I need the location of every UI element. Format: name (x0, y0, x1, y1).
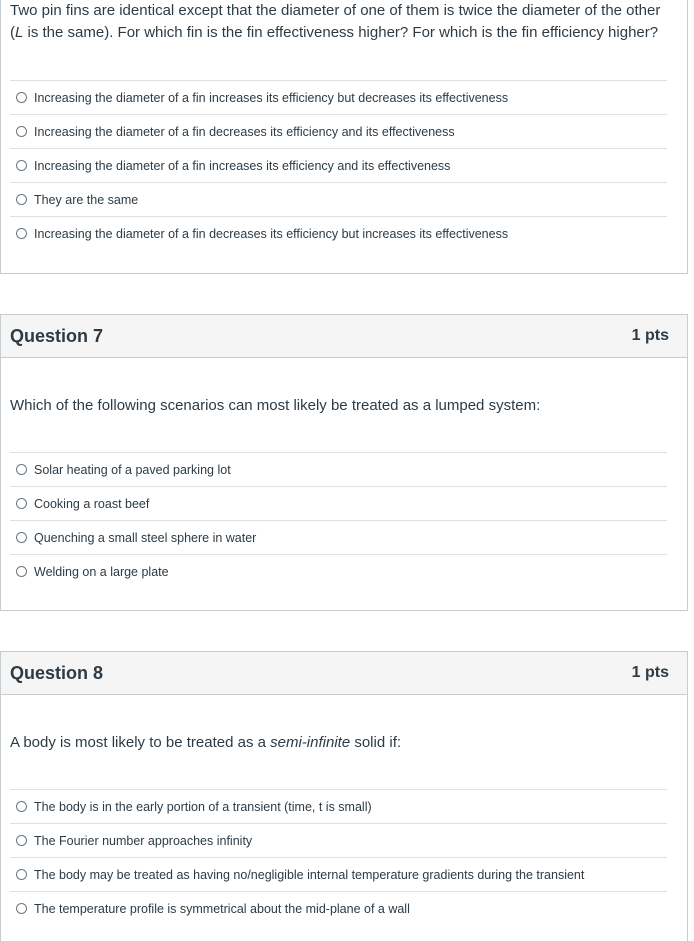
radio-button[interactable] (16, 566, 27, 577)
question-title: Question 7 (10, 325, 104, 346)
answer-label: The Fourier number approaches infinity (34, 833, 253, 848)
answer-option[interactable] (10, 148, 667, 182)
answer-option[interactable] (10, 823, 667, 857)
radio-button[interactable] (16, 92, 27, 103)
answer-label: The body is in the early portion of a transient (time, t is small) (34, 799, 372, 814)
radio-button[interactable] (16, 126, 27, 137)
answer-option[interactable] (10, 520, 667, 554)
radio-button[interactable] (16, 532, 27, 543)
answer-option[interactable] (10, 554, 667, 588)
answer-option[interactable] (10, 891, 667, 925)
question-7-text: Which of the following scenarios can most likely be treated as a lumped system: (10, 397, 541, 414)
radio-button[interactable] (16, 835, 27, 846)
radio-button[interactable] (16, 228, 27, 239)
answer-option[interactable] (10, 80, 667, 114)
question-6-card (0, 0, 688, 274)
answer-label: Increasing the diameter of a fin decreases its efficiency but increases its effectiveness (34, 226, 509, 241)
answer-label: Welding on a large plate (34, 564, 169, 579)
answer-label: The body may be treated as having no/negligible internal temperature gradients during the transient (34, 867, 585, 882)
question-8-answers (10, 789, 667, 925)
question-7-card (0, 314, 688, 611)
radio-button[interactable] (16, 498, 27, 509)
radio-button[interactable] (16, 160, 27, 171)
question-6-text-line-2: (L is the same). For which fin is the fin effectiveness higher? For which is the fin efficiency higher? (10, 24, 659, 41)
answer-label: Quenching a small steel sphere in water (34, 530, 257, 545)
answer-label: Solar heating of a paved parking lot (34, 462, 231, 477)
answer-label: Cooking a roast beef (34, 496, 150, 511)
radio-button[interactable] (16, 194, 27, 205)
question-6-text (10, 0, 675, 44)
question-7-answers (10, 452, 667, 588)
question-points: 1 pts (631, 664, 669, 681)
answer-option[interactable] (10, 114, 667, 148)
answer-label: Increasing the diameter of a fin decreases its efficiency and its effectiveness (34, 124, 455, 139)
radio-button[interactable] (16, 801, 27, 812)
answer-label: Increasing the diameter of a fin increases its efficiency and its effectiveness (34, 158, 451, 173)
question-6-answers (10, 80, 667, 250)
answer-label: The temperature profile is symmetrical about the mid-plane of a wall (34, 901, 410, 916)
answer-label: Increasing the diameter of a fin increases its efficiency but decreases its effectiveness (34, 90, 509, 105)
answer-option[interactable] (10, 216, 667, 250)
answer-option[interactable] (10, 452, 667, 486)
radio-button[interactable] (16, 464, 27, 475)
question-title: Question 8 (10, 662, 104, 683)
question-8-header (1, 652, 687, 695)
question-7-header (1, 315, 687, 358)
question-8-card (0, 651, 688, 941)
answer-option[interactable] (10, 486, 667, 520)
answer-label: They are the same (34, 192, 139, 207)
question-6-text-line-1: Two pin fins are identical except that the diameter of one of them is twice the diameter of the other (10, 2, 661, 19)
radio-button[interactable] (16, 869, 27, 880)
radio-button[interactable] (16, 903, 27, 914)
answer-option[interactable] (10, 182, 667, 216)
question-points: 1 pts (631, 327, 669, 344)
question-8-text: A body is most likely to be treated as a semi-infinite solid if: (10, 734, 402, 751)
answer-option[interactable] (10, 857, 667, 891)
answer-option[interactable] (10, 789, 667, 823)
